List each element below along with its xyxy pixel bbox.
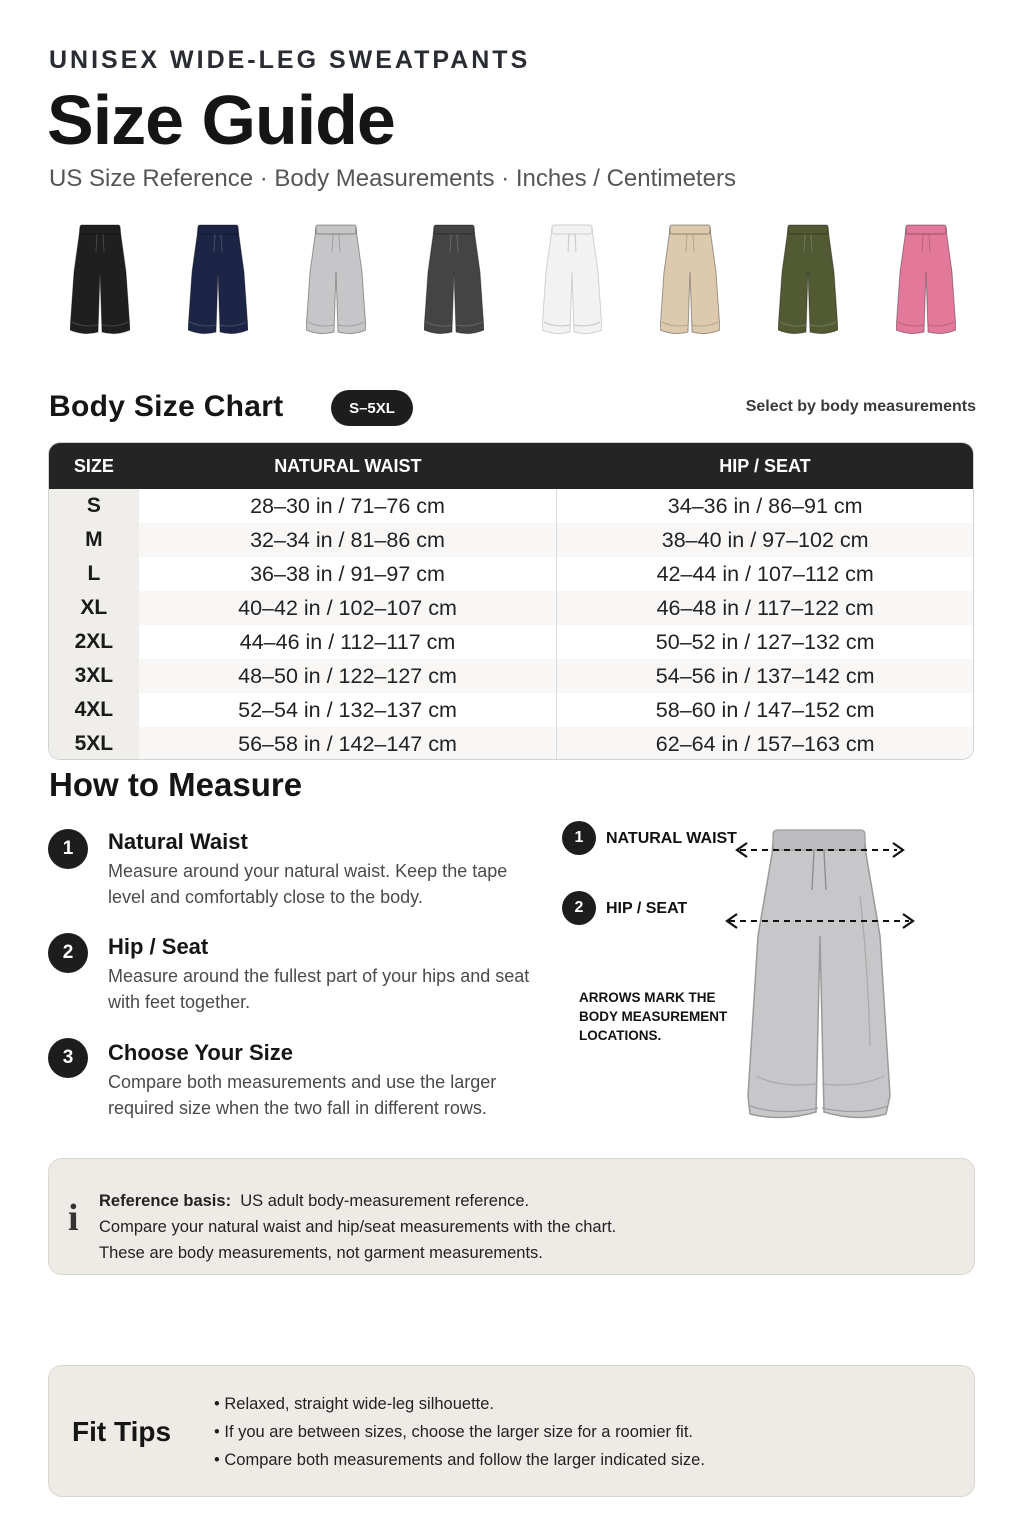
size-cell: 4XL	[49, 693, 139, 727]
table-row	[49, 591, 973, 625]
hip-cell: 34–36 in / 86–91 cm	[667, 494, 863, 518]
step-3-badge: 3	[48, 1038, 88, 1078]
hip-cell: 42–44 in / 107–112 cm	[656, 562, 874, 586]
diagram-waist-badge: 1	[562, 821, 596, 855]
size-cell: L	[49, 557, 139, 591]
reference-text: US adult body-measurement reference.	[240, 1192, 530, 1210]
swatch-navy[interactable]	[168, 222, 268, 342]
hip-cell: 38–40 in / 97–102 cm	[661, 528, 869, 552]
step-2-title: Hip / Seat	[108, 934, 209, 959]
column-header-size: SIZE	[73, 455, 114, 476]
waist-cell: 48–50 in / 122–127 cm	[139, 659, 558, 693]
swatch-charcoal[interactable]	[404, 222, 504, 342]
swatch-beige[interactable]	[640, 222, 740, 342]
table-row	[49, 727, 973, 760]
black-pants-icon	[70, 222, 130, 340]
waist-cell: 52–54 in / 132–137 cm	[139, 693, 558, 727]
hip-arrow-icon	[727, 914, 913, 928]
page-subtitle: US Size Reference · Body Measurements · Inches / Centimeters	[49, 165, 736, 192]
measurement-arrows	[725, 838, 925, 938]
table-row	[49, 693, 973, 727]
size-range-badge: S–5XL	[331, 390, 413, 426]
white-pants-icon	[542, 222, 602, 340]
swatch-black[interactable]	[50, 222, 150, 342]
size-cell: XL	[49, 591, 139, 625]
hip-cell: 62–64 in / 157–163 cm	[655, 732, 875, 756]
step-3-text: Compare both measurements and use the larger required size when the two fall in different rows.	[108, 1072, 497, 1118]
olive-pants-icon	[778, 222, 838, 340]
reference-line-2: Compare your natural waist and hip/seat measurements with the chart.	[99, 1218, 617, 1236]
product-eyebrow: UNISEX WIDE-LEG SWEATPANTS	[49, 46, 531, 74]
step-1-badge: 1	[48, 829, 88, 869]
size-cell: 3XL	[49, 659, 139, 693]
size-cell: 5XL	[49, 727, 139, 760]
diagram-waist-label: NATURAL WAIST	[606, 830, 737, 847]
fit-tip-item: • Compare both measurements and follow the larger indicated size.	[214, 1451, 705, 1469]
waist-cell: 32–34 in / 81–86 cm	[139, 523, 558, 557]
step-1-title: Natural Waist	[108, 829, 248, 854]
hip-cell: 50–52 in / 127–132 cm	[655, 630, 875, 654]
table-row	[49, 557, 973, 591]
size-table	[48, 442, 974, 760]
swatch-olive[interactable]	[758, 222, 858, 342]
diagram-hip-label: HIP / SEAT	[606, 900, 688, 917]
swatch-pink[interactable]	[876, 222, 976, 342]
step-3-title: Choose Your Size	[108, 1040, 294, 1065]
info-icon: i	[68, 1197, 79, 1239]
waist-cell: 44–46 in / 112–117 cm	[139, 625, 558, 659]
waist-cell: 36–38 in / 91–97 cm	[139, 557, 558, 591]
swatch-heather-grey[interactable]	[286, 222, 386, 342]
reference-line-3: These are body measurements, not garment measurements.	[99, 1244, 543, 1262]
color-swatches	[50, 222, 976, 342]
table-row	[49, 489, 973, 523]
table-row	[49, 523, 973, 557]
size-chart-note: Select by body measurements	[745, 398, 976, 415]
how-to-measure-title: How to Measure	[49, 766, 303, 803]
pink-pants-icon	[896, 222, 956, 340]
heather-grey-pants-icon	[306, 222, 366, 340]
size-cell: S	[49, 489, 139, 523]
waist-cell: 40–42 in / 102–107 cm	[139, 591, 558, 625]
table-header	[49, 443, 973, 489]
table-body	[49, 489, 973, 760]
navy-pants-icon	[188, 222, 248, 340]
diagram-note: ARROWS MARK THE BODY MEASUREMENT LOCATIONS.	[579, 990, 728, 1043]
reference-line-1	[99, 1192, 529, 1211]
size-cell: 2XL	[49, 625, 139, 659]
table-row	[49, 659, 973, 693]
charcoal-pants-icon	[424, 222, 484, 340]
fit-tip-item: • Relaxed, straight wide-leg silhouette.	[214, 1395, 495, 1413]
step-1-text: Measure around your natural waist. Keep the tape level and comfortably close to the body.	[108, 861, 508, 907]
hip-cell: 58–60 in / 147–152 cm	[655, 698, 875, 722]
hip-cell: 46–48 in / 117–122 cm	[656, 596, 874, 620]
swatch-white[interactable]	[522, 222, 622, 342]
waist-cell: 56–58 in / 142–147 cm	[139, 727, 558, 760]
waist-cell: 28–30 in / 71–76 cm	[139, 489, 558, 523]
step-2-text: Measure around the fullest part of your hips and seat with feet together.	[108, 966, 530, 1012]
hip-cell: 54–56 in / 137–142 cm	[655, 664, 875, 688]
step-2-badge: 2	[48, 933, 88, 973]
column-header-hip: HIP / SEAT	[719, 455, 811, 476]
fit-tips-title: Fit Tips	[72, 1416, 172, 1447]
waist-arrow-icon	[737, 843, 903, 857]
beige-pants-icon	[660, 222, 720, 340]
page-title: Size Guide	[47, 81, 395, 159]
fit-tip-item: • If you are between sizes, choose the larger size for a roomier fit.	[214, 1423, 693, 1441]
diagram-hip-badge: 2	[562, 891, 596, 925]
table-row	[49, 625, 973, 659]
reference-label: Reference basis:	[99, 1192, 232, 1210]
column-header-waist: NATURAL WAIST	[274, 455, 422, 476]
size-chart-title: Body Size Chart	[49, 390, 284, 423]
size-cell: M	[49, 523, 139, 557]
